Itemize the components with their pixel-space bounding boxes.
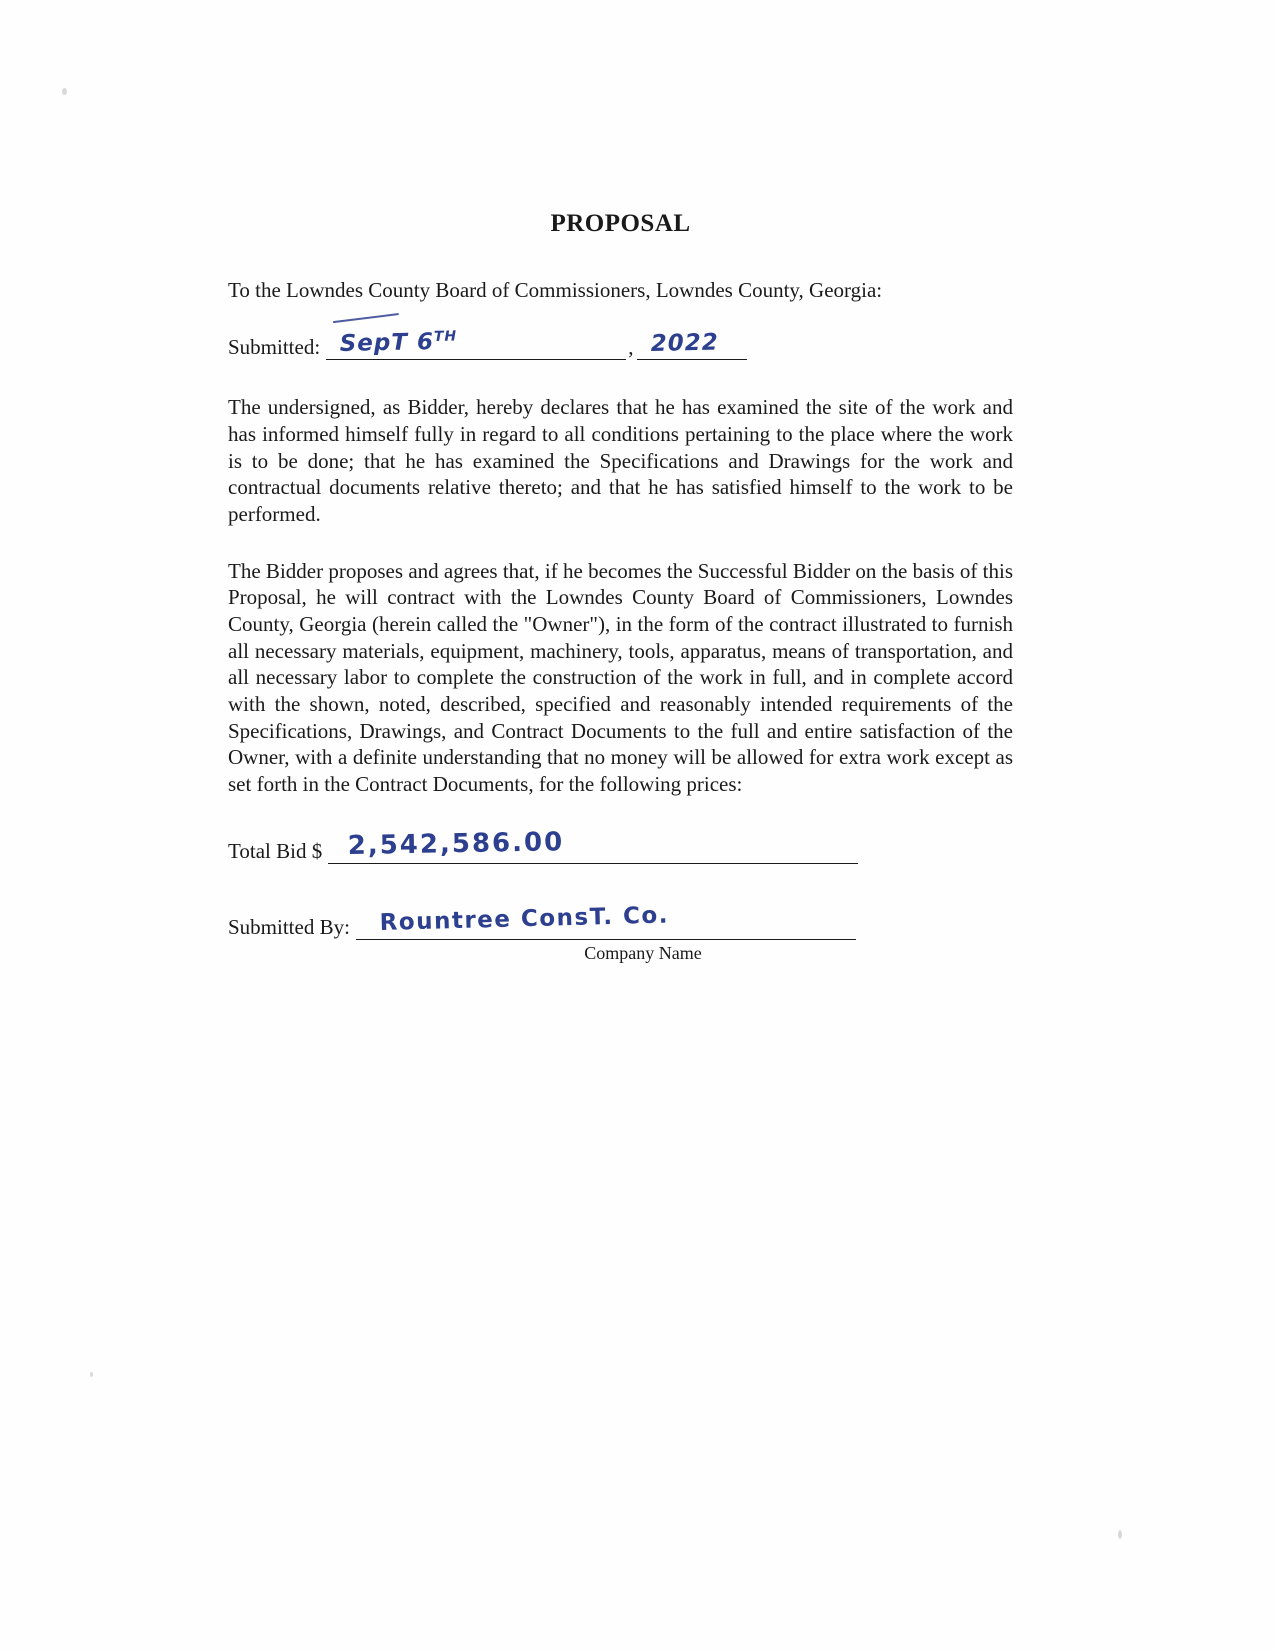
total-bid-label: Total Bid $ [228,838,323,863]
company-name-caption: Company Name [584,942,702,963]
scan-speck [62,88,67,95]
submitted-date-row [228,328,1013,360]
submitted-by-field[interactable] [356,901,856,940]
page-title: PROPOSAL [550,210,691,237]
submitted-year-field[interactable] [637,329,747,360]
submitted-year-handwriting: 2022 [650,329,720,358]
submitted-date-field[interactable] [326,328,626,360]
total-bid-row [228,826,1013,864]
paragraph-undersigned: The undersigned, as Bidder, hereby declares that he has examined the site of the work and has informed himself fully in regard to all conditions pertaining to the place where the work is to be done; that he has examined the Specifications and Drawings for the work and contractual documents relative thereto; and that he has satisfied himself to the work to be performed. [228,395,1013,526]
submitted-by-label: Submitted By: [228,914,350,939]
scan-speck [90,1372,93,1377]
submitted-label: Submitted: [228,335,321,360]
total-bid-field[interactable] [328,826,858,864]
total-bid-handwriting: 2,542,586.00 [347,826,565,861]
scan-speck [1118,1530,1122,1539]
paragraph-bidder-proposes: The Bidder proposes and agrees that, if he becomes the Successful Bidder on the basis of this Proposal, he will contract with the Lowndes County Board of Commissioners, Lowndes County, Georgia (herein called the "Owner"), in the form of the contract illustrated to furnish all necessary materials, equipment, machinery, tools, apparatus, means of transportation, and all necessary labor to complete the construction of the work in full, and in complete accord with the shown, noted, described, specified and reasonably intended requirements of the Specifications, Drawings, and Contract Documents to the full and entire satisfaction of the Owner, with a definite understanding that no money will be allowed for extra work except as set forth in the Contract Documents, for the following prices: [228,558,1013,796]
submitted-date-handwriting: SepT 6TH [339,328,458,358]
document-content [228,210,1013,964]
submitted-by-row [228,901,1013,940]
date-comma: , [628,335,634,360]
addressee-line: To the Lowndes County Board of Commissioners, Lowndes County, Georgia: [228,278,883,302]
company-name-handwriting: Rountree ConsT. Co. [379,901,670,936]
